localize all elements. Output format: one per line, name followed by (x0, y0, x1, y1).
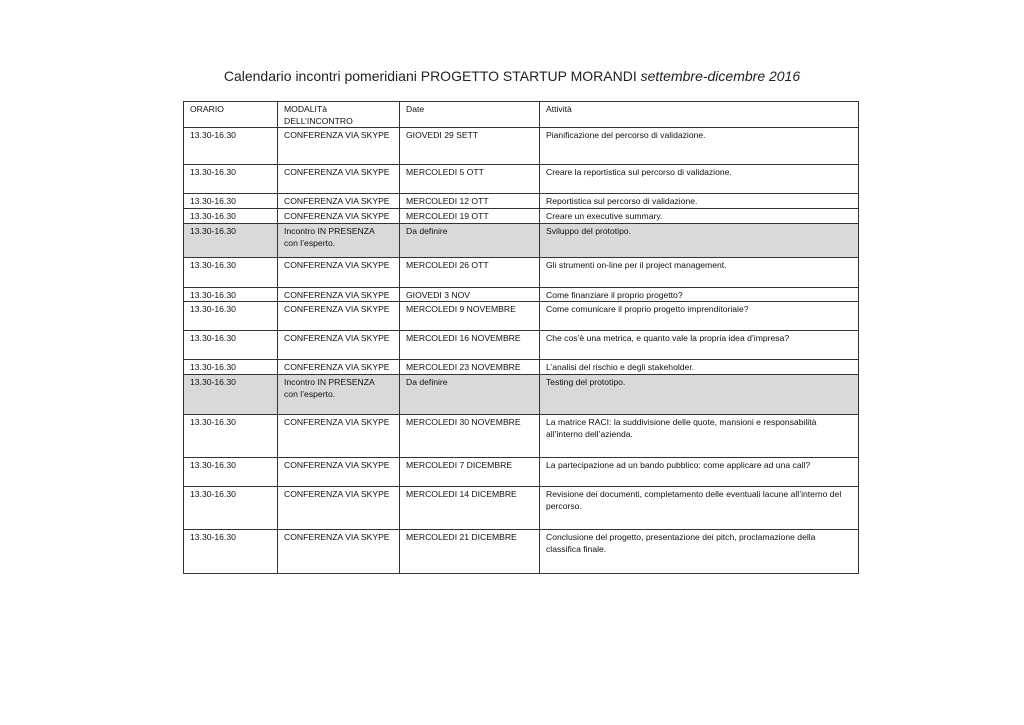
header-attivita: Attività (540, 102, 859, 128)
mode-line: CONFERENZA VIA SKYPE (284, 417, 390, 427)
cell-date: MERCOLEDI 30 NOVEMBRE (400, 415, 540, 458)
cell-mode (278, 360, 400, 375)
cell-activity: Creare un executive summary. (540, 209, 859, 224)
cell-date: MERCOLEDI 7 DICEMBRE (400, 458, 540, 487)
table-row (184, 360, 859, 375)
cell-time: 13.30-16.30 (184, 375, 278, 415)
cell-activity: La matrice RACI: la suddivisione delle quote, mansioni e responsabilità all’interno dell’azienda. (540, 415, 859, 458)
cell-mode (278, 258, 400, 288)
mode-line: CONFERENZA VIA SKYPE (284, 196, 390, 206)
mode-line: CONFERENZA VIA SKYPE (284, 362, 390, 372)
mode-line: Incontro IN PRESENZA (284, 377, 375, 387)
cell-time: 13.30-16.30 (184, 194, 278, 209)
cell-date: GIOVEDI 3 NOV (400, 288, 540, 302)
mode-line: CONFERENZA VIA SKYPE (284, 167, 390, 177)
table-row (184, 530, 859, 574)
title-period: settembre-dicembre 2016 (640, 68, 801, 84)
cell-time: 13.30-16.30 (184, 209, 278, 224)
mode-line: CONFERENZA VIA SKYPE (284, 460, 390, 470)
table-row (184, 415, 859, 458)
cell-mode (278, 165, 400, 194)
cell-activity: L’analisi del rischio e degli stakeholder. (540, 360, 859, 375)
cell-time: 13.30-16.30 (184, 458, 278, 487)
table-row (184, 331, 859, 360)
table-row (184, 375, 859, 415)
cell-activity: Pianificazione del percorso di validazione. (540, 128, 859, 165)
mode-line: CONFERENZA VIA SKYPE (284, 489, 390, 499)
cell-mode (278, 288, 400, 302)
cell-date: MERCOLEDI 19 OTT (400, 209, 540, 224)
table-row (184, 209, 859, 224)
cell-activity: La partecipazione ad un bando pubblico: come applicare ad una call? (540, 458, 859, 487)
cell-mode (278, 415, 400, 458)
cell-mode (278, 224, 400, 258)
table-row (184, 194, 859, 209)
mode-line: CONFERENZA VIA SKYPE (284, 211, 390, 221)
mode-line-2: con l’esperto. (284, 389, 336, 399)
cell-time: 13.30-16.30 (184, 224, 278, 258)
mode-line: CONFERENZA VIA SKYPE (284, 260, 390, 270)
cell-mode (278, 487, 400, 530)
cell-date: Da definire (400, 224, 540, 258)
cell-time: 13.30-16.30 (184, 258, 278, 288)
mode-line-2: con l’esperto. (284, 238, 336, 248)
cell-time: 13.30-16.30 (184, 530, 278, 574)
cell-activity: Sviluppo del prototipo. (540, 224, 859, 258)
cell-activity: Gli strumenti on-line per il project management. (540, 258, 859, 288)
cell-activity: Revisione dei documenti, completamento delle eventuali lacune all’interno del percorso. (540, 487, 859, 530)
cell-date: MERCOLEDI 26 OTT (400, 258, 540, 288)
table-row (184, 458, 859, 487)
table-row (184, 224, 859, 258)
cell-activity: Conclusione del progetto, presentazione dei pitch, proclamazione della classifica finale. (540, 530, 859, 574)
schedule-table (183, 101, 859, 574)
header-date: Date (400, 102, 540, 128)
header-orario: ORARIO (184, 102, 278, 128)
table-row (184, 487, 859, 530)
cell-date: GIOVEDI 29 SETT (400, 128, 540, 165)
cell-date: MERCOLEDI 9 NOVEMBRE (400, 302, 540, 331)
cell-date: MERCOLEDI 16 NOVEMBRE (400, 331, 540, 360)
cell-time: 13.30-16.30 (184, 288, 278, 302)
mode-line: CONFERENZA VIA SKYPE (284, 130, 390, 140)
cell-time: 13.30-16.30 (184, 128, 278, 165)
cell-date: MERCOLEDI 12 OTT (400, 194, 540, 209)
cell-time: 13.30-16.30 (184, 331, 278, 360)
cell-date: MERCOLEDI 21 DICEMBRE (400, 530, 540, 574)
mode-line: Incontro IN PRESENZA (284, 226, 375, 236)
cell-activity: Testing del prototipo. (540, 375, 859, 415)
header-modalita: MODALITà DELL’INCONTRO (278, 102, 400, 128)
mode-line: CONFERENZA VIA SKYPE (284, 333, 390, 343)
table-header-row (184, 102, 859, 128)
page-title (0, 68, 1024, 84)
cell-date: MERCOLEDI 5 OTT (400, 165, 540, 194)
cell-mode (278, 302, 400, 331)
table-row (184, 288, 859, 302)
cell-date: MERCOLEDI 23 NOVEMBRE (400, 360, 540, 375)
cell-time: 13.30-16.30 (184, 415, 278, 458)
cell-date: MERCOLEDI 14 DICEMBRE (400, 487, 540, 530)
table-row (184, 302, 859, 331)
cell-mode (278, 331, 400, 360)
cell-time: 13.30-16.30 (184, 360, 278, 375)
cell-mode (278, 458, 400, 487)
cell-time: 13.30-16.30 (184, 165, 278, 194)
cell-mode (278, 128, 400, 165)
cell-activity: Che cos’è una metrica, e quanto vale la propria idea d’impresa? (540, 331, 859, 360)
table-row (184, 165, 859, 194)
table-row (184, 128, 859, 165)
table-row (184, 258, 859, 288)
cell-time: 13.30-16.30 (184, 487, 278, 530)
mode-line: CONFERENZA VIA SKYPE (284, 290, 390, 300)
title-main: Calendario incontri pomeridiani PROGETTO STARTUP MORANDI (223, 68, 641, 84)
cell-time: 13.30-16.30 (184, 302, 278, 331)
cell-date: Da definire (400, 375, 540, 415)
cell-activity: Come finanziare il proprio progetto? (540, 288, 859, 302)
cell-mode (278, 194, 400, 209)
mode-line: CONFERENZA VIA SKYPE (284, 532, 390, 542)
cell-mode (278, 375, 400, 415)
cell-mode (278, 209, 400, 224)
cell-activity: Come comunicare il proprio progetto imprenditoriale? (540, 302, 859, 331)
mode-line: CONFERENZA VIA SKYPE (284, 304, 390, 314)
cell-activity: Reportistica sul percorso di validazione. (540, 194, 859, 209)
cell-mode (278, 530, 400, 574)
cell-activity: Creare la reportistica sul percorso di validazione. (540, 165, 859, 194)
